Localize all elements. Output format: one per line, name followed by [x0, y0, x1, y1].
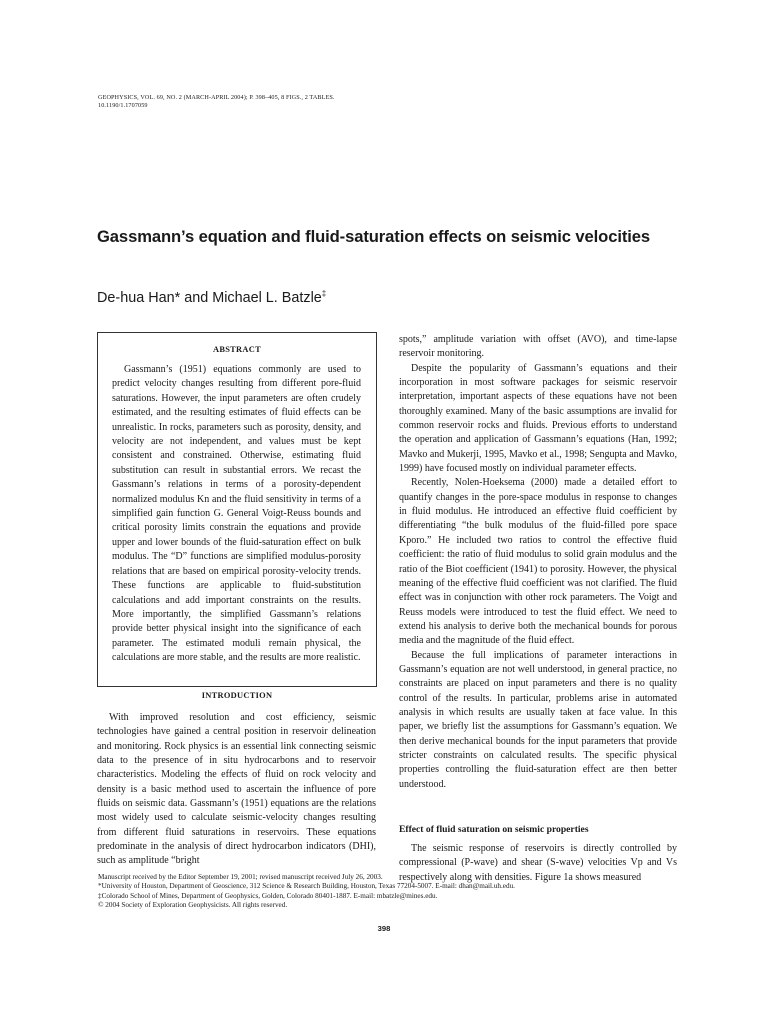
paragraph: spots,” amplitude variation with offset (AVO), and time-lapse reservoir monitoring. — [399, 334, 677, 360]
abstract-box — [97, 332, 377, 687]
paragraph: Recently, Nolen-Hoeksema (2000) made a detailed effort to quantify changes in the pore-space modulus in response to changes in fluid modulus. He introduced an effective fluid coefficient by differentiating “the bulk modulus of the fluid-filled pore space Kporo.” He included two ratios to control the effective fluid coefficient: the ratio of fluid modulus to solid grain modulus and the ratio of the Biot coefficient (1941) to porosity. However, the physical meaning of the effective fluid coefficient was not clarified. The fluid effect was in conjunction with other rock parameters. The Voigt and Reuss models were introduced to test the fluid effect. We need to extend his analysis to derive both the mechanical bounds for porous media and the magnitude of the fluid effect. — [399, 477, 677, 647]
doi: 10.1190/1.1707059 — [98, 102, 148, 109]
author-line — [97, 289, 326, 306]
paragraph: Because the full implications of parameter interactions in Gassmann’s equation are not well understood, in general practice, no constraints are placed on input parameters and there is no quality control of the results. In particular, problems arise in automated analysis in which results are usually taken at face value. In this paper, we briefly list the assumptions for Gassmann’s equation. We then derive mechanical bounds for the input parameters that provide stricter constraints on calculated results. The specific physical properties controlling the fluid-saturation effect are then better understood. — [399, 649, 677, 790]
introduction-heading: INTRODUCTION — [201, 691, 273, 700]
footnote-affiliation-2: ‡Colorado School of Mines, Department of Geophysics, Golden, Colorado 80401-1887. E-mail: mbatzle@mines.edu. — [98, 891, 438, 900]
paper-title: Gassmann’s equation and fluid-saturation effects on seismic velocities — [97, 227, 651, 246]
right-column — [399, 333, 677, 792]
footnotes — [98, 873, 678, 911]
introduction-text: With improved resolution and cost efficiency, seismic technologies have gained a central position in reservoir delineation and monitoring. Rock physics is an essential link connecting seismic data to the presence of in situ hydrocarbons and to reservoir characteristics. Modeling the effects of fluid on rock velocity and density is a basic method used to ascertain the influence of pore fluids on seismic data. Gassmann’s (1951) equations are the relations most widely used to calculate seismic-velocity changes resulting from different fluid saturations in reservoirs. These equations predominate in the analysis of direct hydrocarbon indicators (DHI), such as amplitude “bright — [97, 712, 376, 867]
section-text: The seismic response of reservoirs is directly controlled by compressional (P-wave) and shear (S-wave) velocities Vp and Vs respectively along with densities. Figure 1a shows measured — [399, 843, 677, 883]
footnote-affiliation-1: *University of Houston, Department of Geoscience, 312 Science & Research Building, Houston, Texas 77204-5007. E-mail: dhan@mail.uh.edu. — [98, 882, 515, 891]
abstract-text: Gassmann’s (1951) equations commonly are used to predict velocity changes resulting from different pore-fluid saturations. However, the input parameters are often crudely estimated, and the resulting estimates of fluid effects can be unrealistic. In rocks, parameters such as porosity, density, and velocity are not independent, and values must be kept consistent and constrained. Otherwise, estimating fluid substitution can result in substantial errors. We recast the Gassmann’s relations in terms of a porosity-dependent normalized modulus Kn and the fluid sensitivity in terms of a simplified gain function G. General Voigt-Reuss bounds and critical porosity limits constrain the equations and provide upper and lower bounds of the fluid-saturation effect on bulk modulus. The “D” functions are simplified modulus-porosity relations that are based on empirical porosity-velocity trends. These functions are applicable to fluid-substitution calculations and add important constraints on the results. More importantly, the simplified Gassmann’s relations provide better physical insight into the significance of each parameter. The estimated moduli remain physical, the calculations are more stable, and the results are more realistic. — [112, 364, 361, 664]
section-heading: Effect of fluid saturation on seismic properties — [399, 824, 589, 835]
author-affiliation-mark: ‡ — [321, 289, 327, 298]
footnote-copyright: © 2004 Society of Exploration Geophysicists. All rights reserved. — [98, 901, 288, 910]
author-names: De-hua Han* and Michael L. Batzle — [97, 290, 322, 306]
journal-header — [98, 94, 658, 110]
footnote-received: Manuscript received by the Editor September 19, 2001; revised manuscript received July 26, 2003. — [98, 873, 383, 881]
journal-citation: GEOPHYSICS, VOL. 69, NO. 2 (MARCH-APRIL 2004); P. 398–405, 8 FIGS., 2 TABLES. — [98, 94, 335, 101]
abstract-heading: ABSTRACT — [212, 345, 261, 354]
paragraph: Despite the popularity of Gassmann’s equations and their incorporation in most software packages for seismic reservoir interpretation, important aspects of these equations have not been thoroughly examined. Many of the basic assumptions are invalid for common reservoir rocks and fluids. Previous efforts to understand the operation and application of Gassmann’s equations (Han, 1992; Mavko and Mukerji, 1995, Mavko et al., 1998; Sengupta and Mavko, 1999) have focused mostly on individual parameter effects. — [399, 362, 678, 475]
page-number: 398 — [377, 924, 391, 933]
